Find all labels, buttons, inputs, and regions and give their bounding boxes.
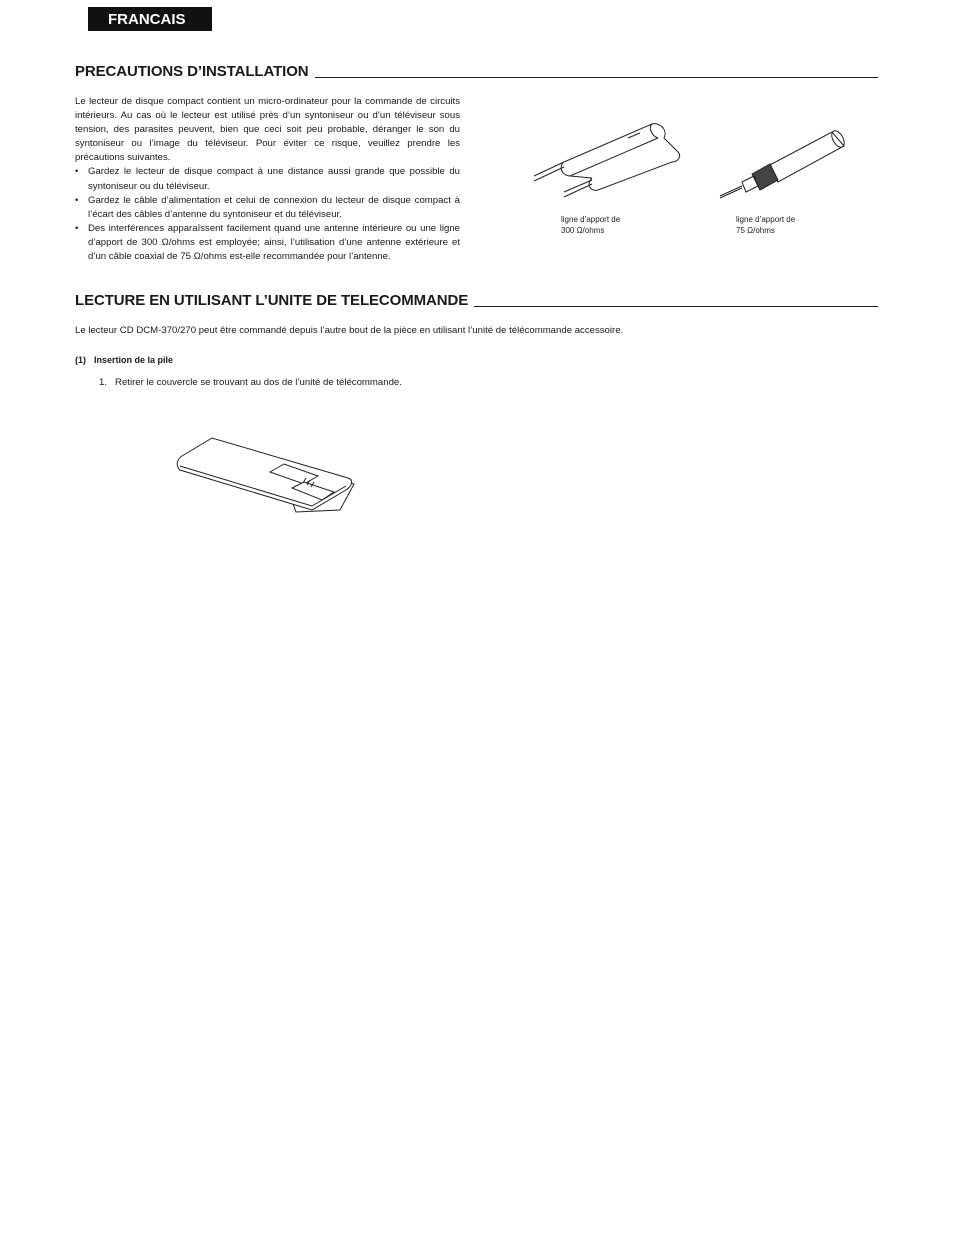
subsection-heading <box>75 355 181 365</box>
language-tab: FRANCAIS <box>88 7 212 31</box>
subsection-number: (1) <box>75 355 86 365</box>
subsection-title: Insertion de la pile <box>94 355 174 365</box>
list-item: • Gardez le câble d’alimentation et celui de connexion du lecteur de disque compact à l’écart des câbles d’antenne du syntoniseur et du téléviseur. <box>75 194 460 222</box>
remote-title: LECTURE EN UTILISANT L’UNITE DE TELECOMMANDE <box>75 292 469 309</box>
heading-rule <box>474 306 878 307</box>
precautions-list <box>75 165 460 264</box>
coaxial-caption: ligne d’apport de 75 Ω/ohms <box>736 215 796 235</box>
precautions-text <box>75 95 460 264</box>
precautions-title: PRECAUTIONS D’INSTALLATION <box>75 63 309 80</box>
coaxial-cable-illustration <box>712 126 857 200</box>
precautions-intro: Le lecteur de disque compact contient un micro-ordinateur pour la commande de circuits intérieurs. Au cas où le lecteur est utilisé près d’un syntoniseur ou d’un téléviseur sous tension, des parasites peuvent, bien que ceci soit peu probable, déranger le son du syntoniseur ou l’image du téléviseur. Pour éviter ce risque, veuillez prendre les précautions suivantes. <box>75 96 460 164</box>
flat-feeder-cable-illustration <box>528 118 688 198</box>
remote-heading <box>75 292 878 310</box>
remote-intro: Le lecteur CD DCM-370/270 peut être commandé depuis l’autre bout de la pièce en utilisant l’unité de télécommande accessoire. <box>75 325 624 336</box>
list-item: • Des interférences apparaîssent facilement quand une antenne intérieure ou une ligne d’apport de 300 Ω/ohms est employée; ainsi, l’utilisation d’une antenne extérieure et d’un câble coaxial de 75 Ω/ohms est-elle recommandée pour l’antenne. <box>75 222 460 264</box>
list-item: • Gardez le lecteur de disque compact à une distance aussi grande que possible du syntoniseur ou du téléviseur. <box>75 165 460 193</box>
precautions-heading <box>75 63 878 81</box>
step-1 <box>99 377 410 388</box>
step-text: Retirer le couvercle se trouvant au dos de l’unité de télécommande. <box>115 377 402 388</box>
step-number: 1. <box>99 377 108 388</box>
heading-rule <box>315 77 878 78</box>
flat-feeder-caption: ligne d’apport de 300 Ω/ohms <box>561 215 621 235</box>
remote-control-illustration <box>172 434 362 520</box>
